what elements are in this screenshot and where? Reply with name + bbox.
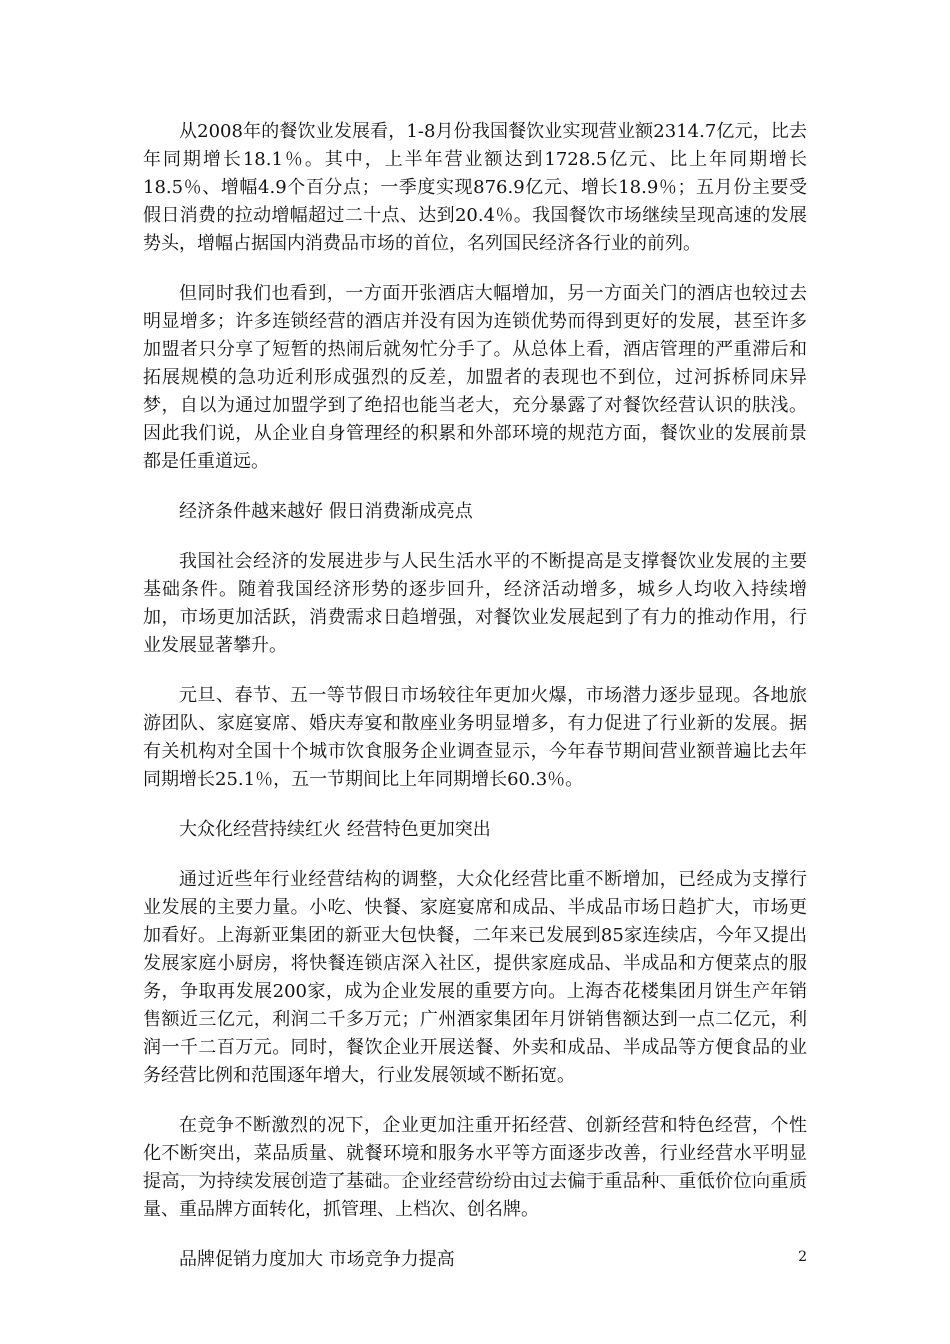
paragraph: 通过近些年行业经营结构的调整，大众化经营比重不断增加，已经成为支撑行业发展的主要力量。小吃、快餐、家庭宴席和成品、半成品市场日趋扩大，市场更加看好。上海新亚集团的新亚大包快餐，二年来已发展到85家连续店，今年又提出发展家庭小厨房，将快餐连锁店深入社区，提供家庭成品、半成品和方便菜点的服务，争取再发展200家，成为企业发展的重要方向。上海杏花楼集团月饼生产年销售额近三亿元，利润二千多万元；广州酒家集团年月饼销售额达到一点二亿元，利润一千二百万元。同时，餐饮企业开展送餐、外卖和成品、半成品等方便食品的业务经营比例和范围逐年增大，行业发展领域不断拓宽。	[143, 869, 807, 1086]
section-heading: 品牌促销力度加大 市场竞争力提高	[179, 1249, 455, 1270]
paragraph: 从2008年的餐饮业发展看，1-8月份我国餐饮业实现营业额2314.7亿元，比去年同期增长18.1％。其中，上半年营业额达到1728.5亿元、比上年同期增长18.5％、增幅4.9个百分点；一季度实现876.9亿元、增长18.9％；五月份主要受假日消费的拉动增幅超过二十点、达到20.4％。我国餐饮市场继续呈现高速的发展势头，增幅占据国内消费品市场的首位，名列国民经济各行业的前列。	[143, 121, 807, 254]
document-body	[143, 118, 807, 1296]
page-number: 2	[798, 1249, 807, 1265]
section-heading: 经济条件越来越好 假日消费渐成亮点	[179, 501, 473, 522]
paragraph: 我国社会经济的发展进步与人民生活水平的不断提高是支撑餐饮业发展的主要基础条件。随着我国经济形势的逐步回升，经济活动增多，城乡人均收入持续增加，市场更加活跃，消费需求日趋增强，对餐饮业发展起到了有力的推动作用，行业发展显著攀升。	[143, 551, 807, 656]
paragraph: 元旦、春节、五一等节假日市场较往年更加火爆，市场潜力逐步显现。各地旅游团队、家庭宴席、婚庆寿宴和散座业务明显增多，有力促进了行业新的发展。据有关机构对全国十个城市饮食服务企业调查显示，今年春节期间营业额普遍比去年同期增长25.1％，五一节期间比上年同期增长60.3％。	[143, 685, 807, 790]
paragraph: 但同时我们也看到，一方面开张酒店大幅增加，另一方面关门的酒店也较过去明显增多；许多连锁经营的酒店并没有因为连锁优势而得到更好的发展，甚至许多加盟者只分享了短暂的热闹后就匆忙分手了。从总体上看，酒店管理的严重滞后和拓展规模的急功近利形成强烈的反差，加盟者的表现也不到位，过河拆桥同床异梦，自以为通过加盟学到了绝招也能当老大，充分暴露了对餐饮经营认识的肤浅。因此我们说，从企业自身管理经的积累和外部环境的规范方面，餐饮业的发展前景都是任重道远。	[143, 283, 807, 472]
paragraph: 在竞争不断激烈的况下，企业更加注重开拓经营、创新经营和特色经营，个性化不断突出，菜品质量、就餐环境和服务水平等方面逐步改善，行业经营水平明显提高，为持续发展创造了基础。企业经营纷纷由过去偏于重品种、重低价位向重质量、重品牌方面转化，抓管理、上档次、创名牌。	[143, 1115, 807, 1220]
section-heading: 大众化经营持续红火 经营特色更加突出	[179, 819, 491, 840]
page-divider	[143, 1175, 807, 1176]
